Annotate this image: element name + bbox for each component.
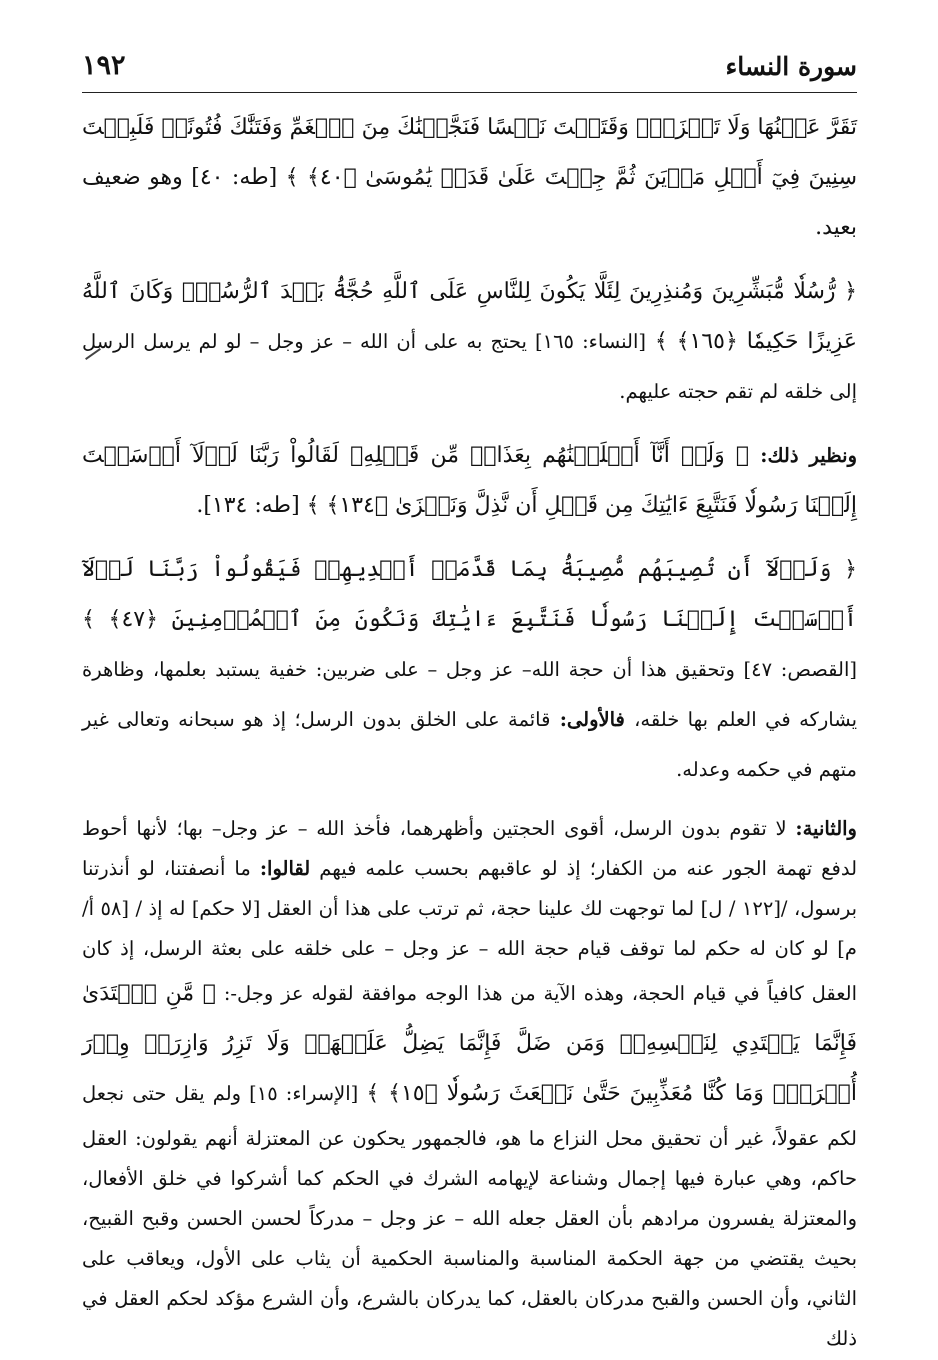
book-page (82, 48, 857, 1348)
quran-verse: ﴿ رُّسُلٗا مُّبَشِّرِينَ وَمُنذِرِينَ لِئَلَّا يَكُونَ لِلنَّاسِ عَلَى ٱللَّهِ حُجَّةُۢ بَعۡدَ ٱلرُّسُلِۚ وَكَانَ ٱللَّهُ عَزِيزًا حَكِيمٗا ﴿١٦٥﴾ ﴾ (82, 279, 858, 354)
commentary-text: [النساء: ١٦٥] يحتج به على أن الله – عز وجل – لو لم يرسل الرسل إلى خلقه لم تقم حجته عليهم. (82, 330, 857, 403)
paragraph-2 (82, 267, 857, 417)
page-header (82, 48, 857, 93)
quran-verse: ﴿ مَّنِ ٱهۡتَدَىٰ فَإِنَّمَا يَهۡتَدِي لِنَفۡسِهِۦۖ وَمَن ضَلَّ فَإِنَّمَا يَضِلُّ عَلَيۡهَاۚ وَلَا تَزِرُ وَازِرَةٞ وِزۡرَ أُخۡرَىٰۗ وَمَا كُنَّا مُعَذِّبِينَ حَتَّىٰ نَبۡعَثَ رَسُولٗا ﴿١٥﴾ ﴾ (82, 981, 857, 1106)
paragraph-4 (82, 545, 857, 795)
section-label: فالأولى: (559, 708, 625, 731)
commentary-text: قائمة على الخلق بدون الرسل؛ إذ هو سبحانه وتعالى غير متهم في حكمه وعدله. (82, 708, 857, 781)
commentary-text: [القصص: ٤٧] وتحقيق هذا أن حجة الله– عز وجل – على ضربين: خفية يستبد بعلمها، وظاهرة يشاركه في العلم بها خلقه، (82, 658, 858, 731)
section-label: والثانية: (795, 817, 857, 840)
commentary-text: لا تقوم بدون الرسل، أقوى الحجتين وأظهرهما، فأخذ الله – عز وجل– بها؛ لأنها أحوط لدفع تهمة الجور عنه من الكفار؛ إذ لو عاقبهم بحسب علمه فيهم (82, 817, 858, 880)
page-body (82, 103, 857, 1359)
commentary-text: ما أنصفتنا، لو أنذرتنا برسول، /[١٢٢ / ل] لما توجهت لك علينا حجة، ثم ترتب على هذا أن العقل [لا حكم] له إذ / [٥٨ أ/ م] لو كان له حكم لما توقف قيام حجة الله – عز وجل – على خلقه على بعثة الرسل، إذ كان العقل كافياً في قيام الحجة، وهذه الآية من هذا الوجه موافقة لقوله عز وجل-: (82, 857, 858, 1005)
quran-verse: ﴿ وَلَوۡلَآ أَن تُصِيبَهُم مُّصِيبَةُۢ بِمَا قَدَّمَتۡ أَيۡدِيهِمۡ فَيَقُولُواْ رَبَّنَا لَوۡلَآ أَرۡسَلۡتَ إِلَيۡنَا رَسُولٗا فَنَتَّبِعَ ءَايَٰتِكَ وَنَكُونَ مِنَ ٱلۡمُؤۡمِنِينَ ﴿٤٧﴾ ﴾ (82, 557, 858, 632)
commentary-text: [الإسراء: ١٥] ولم يقل حتى نجعل لكم عقولاً، غير أن تحقيق محل النزاع ما هو، فالجمهور يحكون عن المعتزلة أنهم يقولون: العقل حاكم، وهي عبارة فيها إجمال وشناعة لإيهامه الشرك في الحكم كما أشركوا في خلق الأفعال، والمعتزلة يفسرون مرادهم بأن العقل جعله الله – عز وجل – مدركاً لحسن الحسن وقبح القبيح، بحيث يقتضي من جهة الحكمة المناسبة والمناسبة الحكمية أن يثاب على الأول، ويعاقب على الثاني، وأن الحسن والقبح مدركان بالعقل، كما يدركان بالشرع، وأن الشرع مؤكد لحكم العقل في ذلك (82, 1082, 857, 1350)
paragraph-3 (82, 431, 857, 531)
section-label: لقالوا: (259, 857, 311, 880)
surah-title: سورة النساء (725, 52, 857, 81)
paragraph-1: تَقَرَّ عَيۡنُهَا وَلَا تَحۡزَنَۚ وَقَتَلۡتَ نَفۡسًا فَنَجَّيۡنَٰكَ مِنَ ٱلۡغَمِّ وَفَتَنَّٰكَ فُتُونًاۚ فَلَبِثۡتَ سِنِينَ فِيٓ أَهۡلِ مَدۡيَنَ ثُمَّ جِئۡتَ عَلَىٰ قَدَرٖ يَٰمُوسَىٰ ﴿٤٠﴾ ﴾ [طه: ٤٠] وهو ضعيف بعيد. (82, 115, 858, 240)
page-number: ١٩٢ (82, 50, 126, 81)
paragraph-5 (82, 809, 857, 1359)
section-label: ونظير ذلك: (760, 444, 857, 467)
quran-verse: ﴿ وَلَوۡ أَنَّآ أَهۡلَكۡنَٰهُم بِعَذَابٖ مِّن قَبۡلِهِۦ لَقَالُواْ رَبَّنَا لَوۡلَآ أَرۡسَلۡتَ إِلَيۡنَا رَسُولٗا فَنَتَّبِعَ ءَايَٰتِكَ مِن قَبۡلِ أَن نَّذِلَّ وَنَخۡزَىٰ ﴿١٣٤﴾ ﴾ [طه: ١٣٤]. (82, 443, 857, 518)
